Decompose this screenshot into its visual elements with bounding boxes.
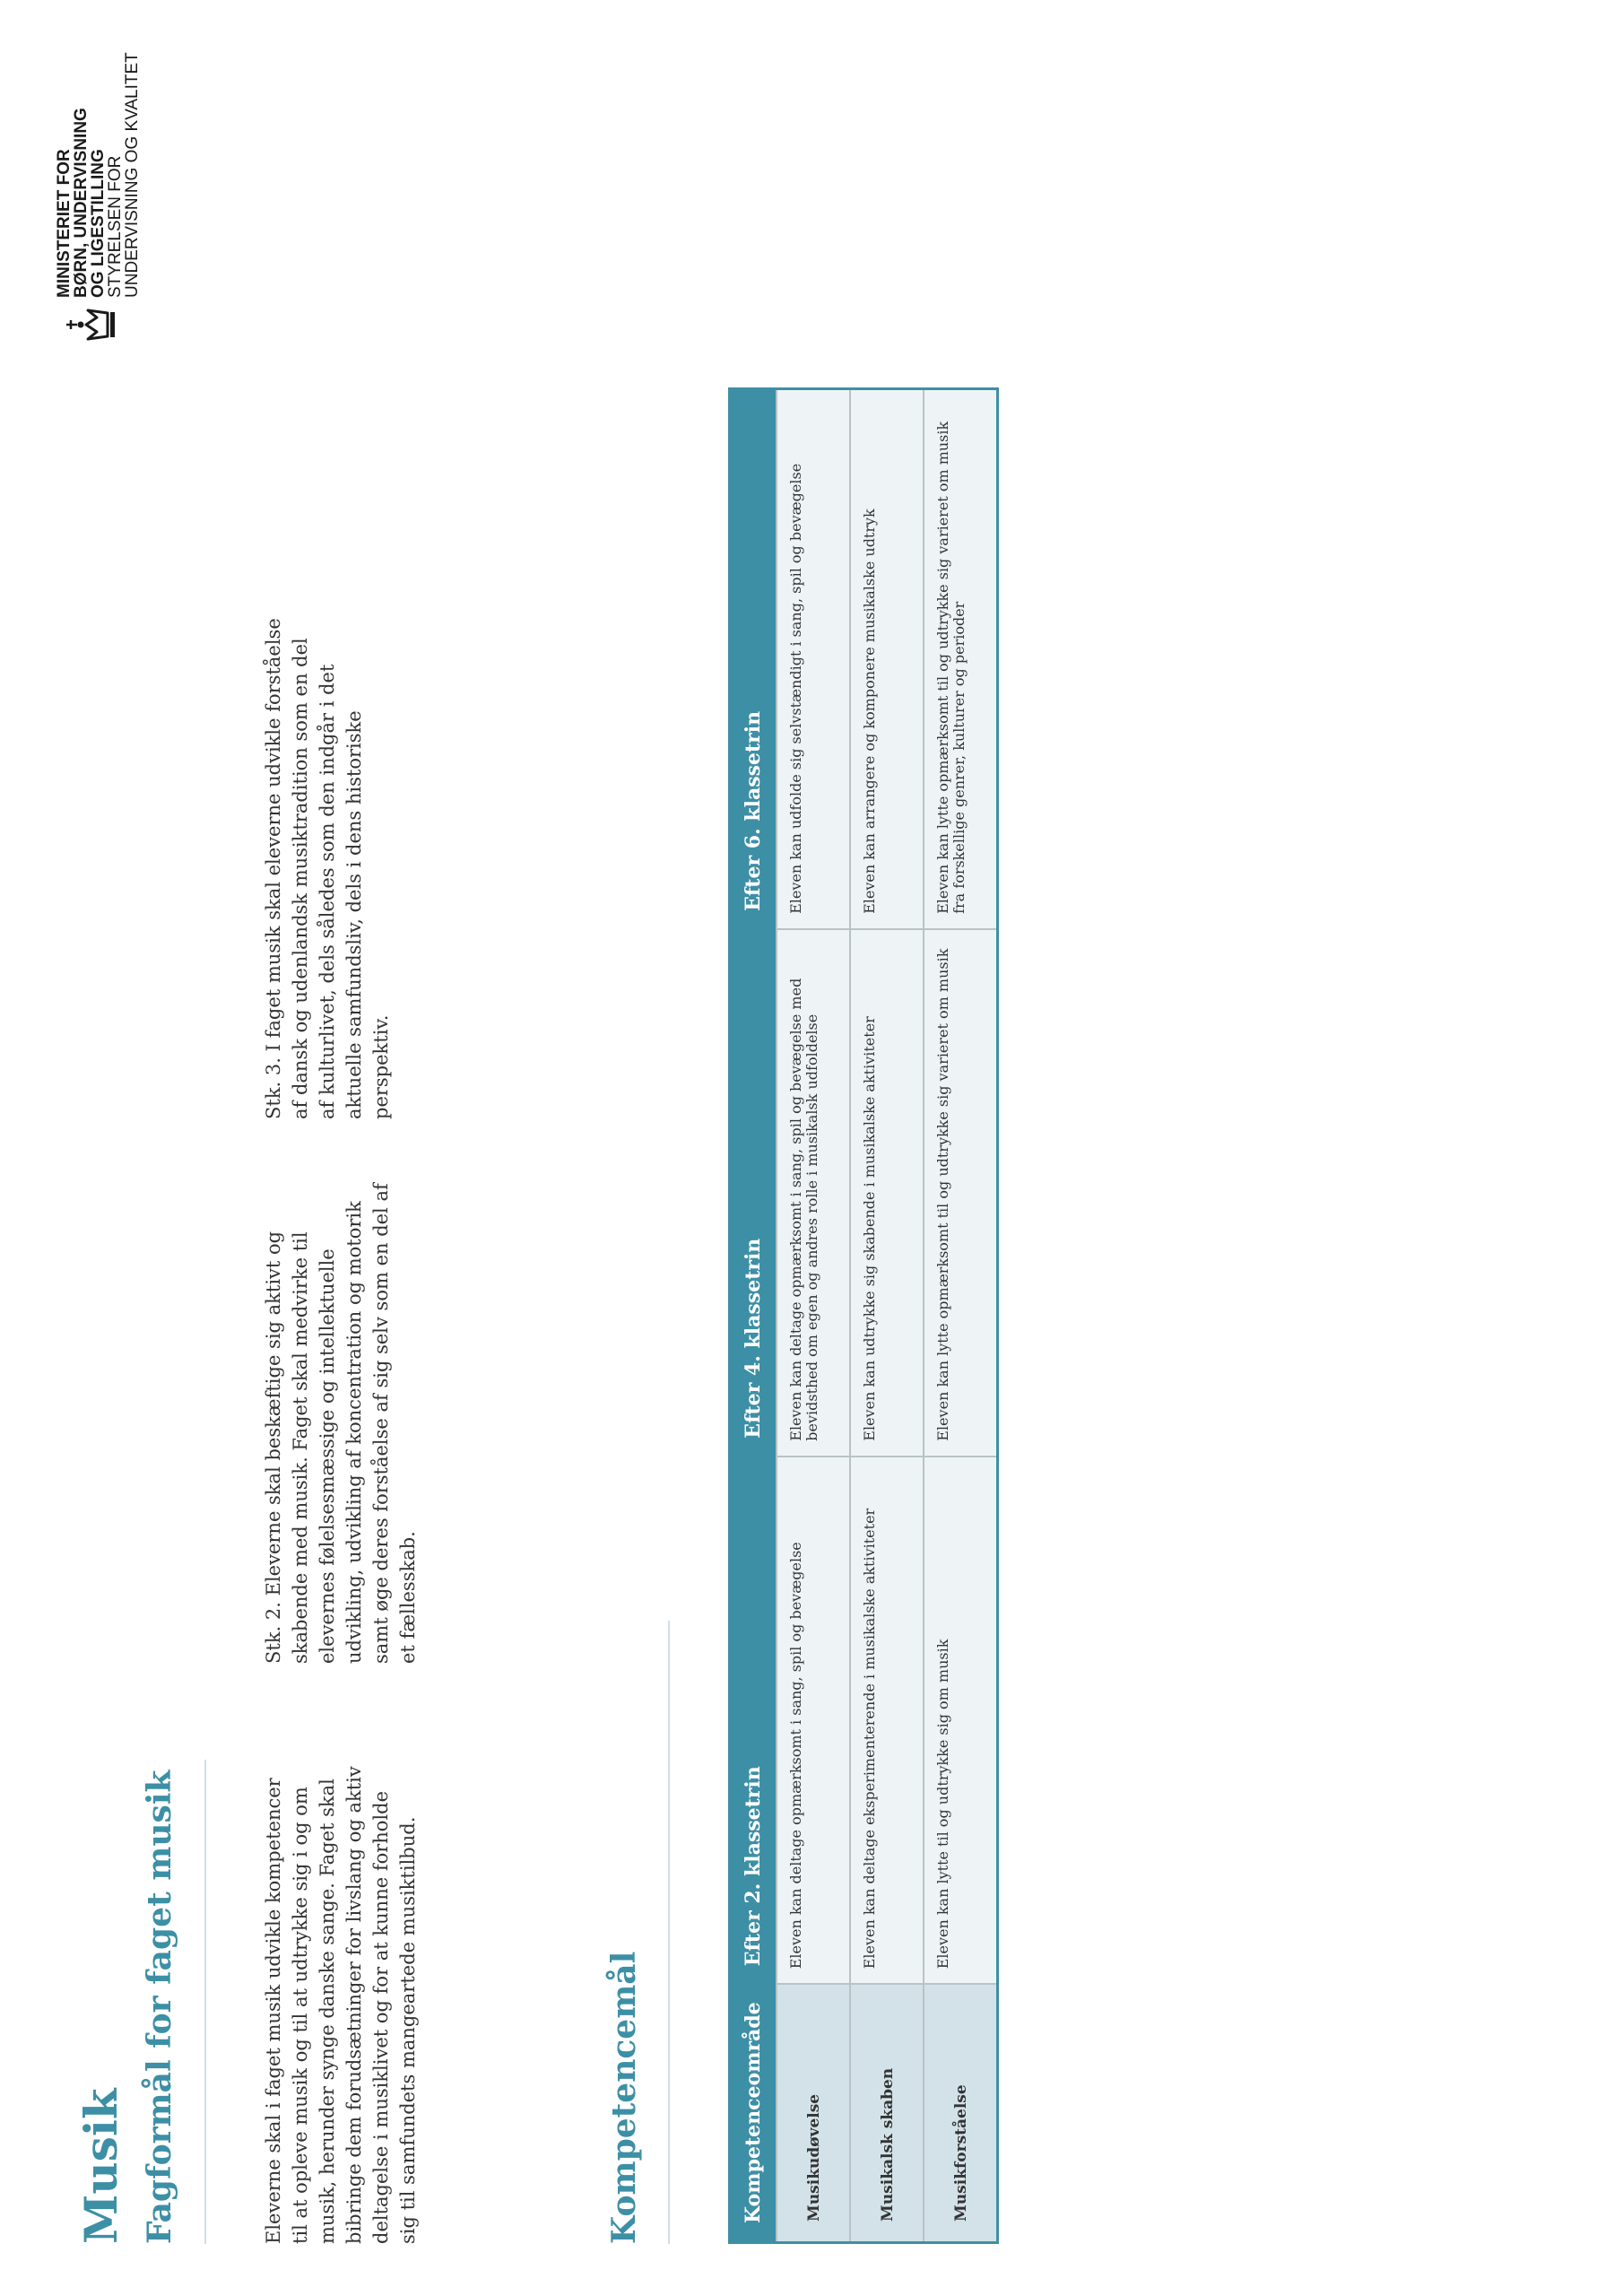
table-cell: Eleven kan deltage opmærksomt i sang, spil og bevægelse	[777, 1457, 850, 1985]
table-header-row	[730, 389, 777, 2243]
table-row	[924, 389, 998, 2243]
logo-text	[56, 52, 141, 298]
table-row	[777, 389, 850, 2243]
subject-title: Musik	[74, 2088, 127, 2244]
table-cell: Eleven kan udfolde sig selvstændigt i sang, spil og bevægelse	[777, 389, 850, 929]
area-musikalsk-skaben: Musikalsk skaben	[850, 1984, 924, 2242]
area-musikforstaaelse: Musikforståelse	[924, 1984, 998, 2242]
logo-line-2: BØRN, UNDERVISNING	[72, 108, 91, 298]
table-cell: Eleven kan deltage eksperimenterende i musikalske aktiviteter	[850, 1457, 924, 1985]
fagformaal-heading: Fagformål for faget musik	[141, 1770, 178, 2244]
crown-icon	[65, 307, 118, 343]
competence-table	[728, 387, 999, 2244]
kompetence-heading: Kompetencemål	[605, 1951, 643, 2244]
table-cell: Eleven kan lytte opmærksomt til og udtrykke sig varieret om musik	[924, 929, 998, 1457]
intro-paragraph-2: Stk. 2. Eleverne skal beskæftige sig aktivt og skabende med musik. Faget skal medvirke til elevernes følelsesmæssige og intellektuelle udvikling, udvikling af koncentration og motorik samt øge deres forståelse af sig selv som en del af et fællesskab.	[263, 1183, 419, 1664]
table-cell: Eleven kan lytte til og udtrykke sig om musik	[924, 1457, 998, 1985]
table-cell: Eleven kan udtrykke sig skabende i musikalske aktiviteter	[850, 929, 924, 1457]
heading-divider	[204, 1760, 206, 2244]
logo-line-5: UNDERVISNING OG KVALITET	[123, 52, 142, 298]
logo-line-3: OG LIGESTILLING	[89, 149, 108, 298]
area-musikudoevelse: Musikudøvelse	[777, 1984, 850, 2242]
table-cell: Eleven kan deltage opmærksomt i sang, spil og bevægelse med bevidsthed om egen og andres rolle i musikalsk udfoldelse	[777, 929, 850, 1457]
logo-line-1: MINISTERIET FOR	[55, 149, 74, 298]
table-row	[850, 389, 924, 2243]
section-divider	[668, 1621, 670, 2244]
intro-paragraph-1: Eleverne skal i faget musik udvikle kompetencer til at opleve musik og til at udtrykke sig i og om musik, herunder synge danske sange. Faget skal bibringe dem forudsætninger for livslang og aktiv deltagelse i musiklivet og for at kunne forholde sig til samfundets mangeartede musiktilbud.	[263, 1766, 419, 2244]
intro-paragraph-3: Stk. 3. I faget musik skal eleverne udvikle forståelse af dansk og udenlandsk musiktradition som en del af kulturlivet, dels således som den indgår i det aktuelle samfundsliv, dels i dens historiske perspektiv.	[263, 618, 392, 1119]
logo-line-4: STYRELSEN FOR	[106, 155, 125, 298]
header-efter-4: Efter 4. klassetrin	[730, 929, 777, 1457]
header-efter-6: Efter 6. klassetrin	[730, 389, 777, 929]
header-efter-2: Efter 2. klassetrin	[730, 1457, 777, 1985]
table-cell: Eleven kan arrangere og komponere musikalske udtryk	[850, 389, 924, 929]
table-cell: Eleven kan lytte opmærksomt til og udtrykke sig varieret om musik fra forskellige genrer, kulturer og perioder	[924, 389, 998, 929]
header-kompetenceomraade: Kompetenceområde	[730, 1984, 777, 2242]
